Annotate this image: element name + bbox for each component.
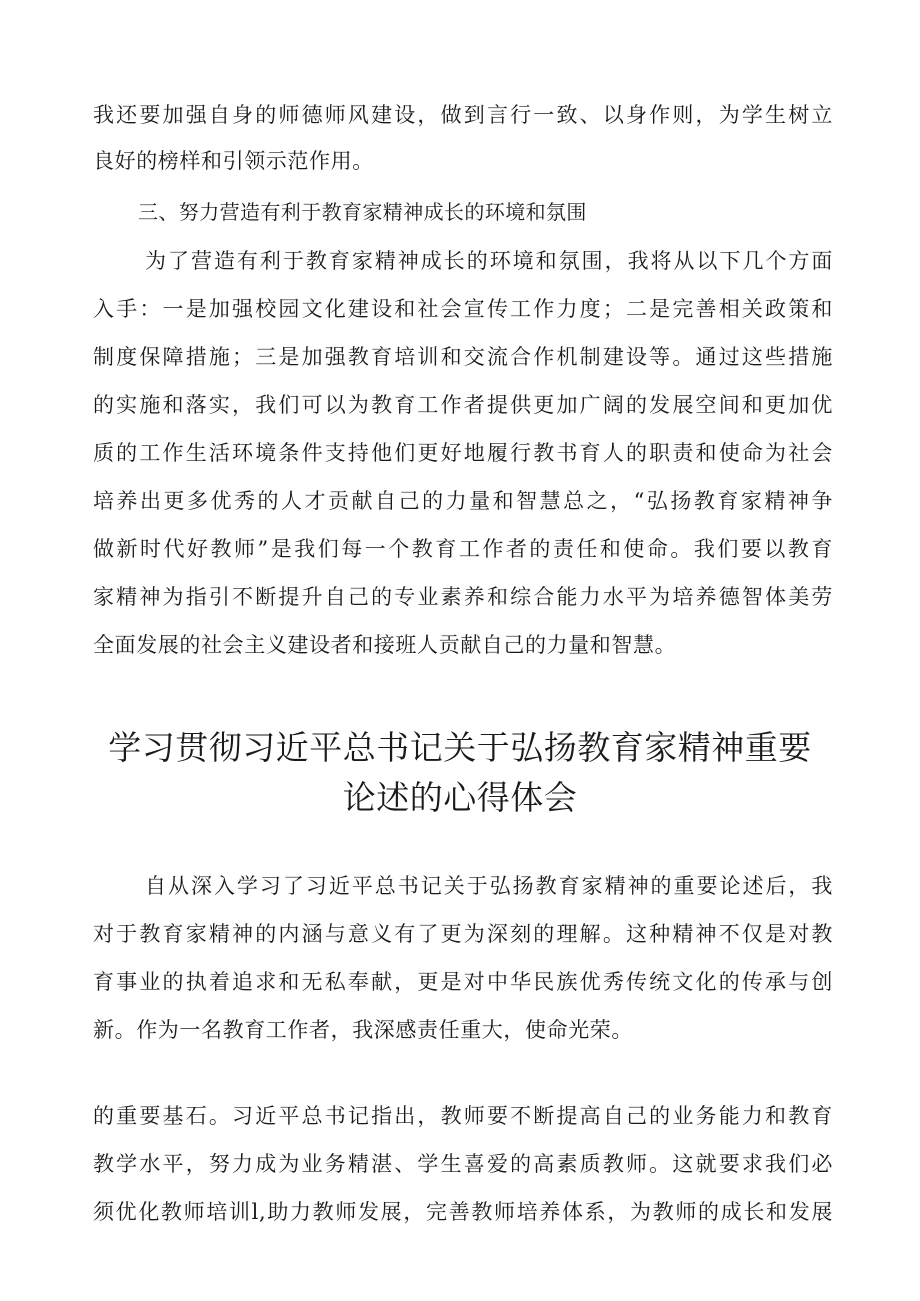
paragraph-line: 质的工作生活环境条件支持他们更好地履行教书育人的职责和使命为社会 <box>93 441 833 465</box>
section-heading: 三、努力营造有利于教育家精神成长的环境和氛围 <box>138 200 587 224</box>
paragraph-line: 全面发展的社会主义建设者和接班人贡献自己的力量和智慧。 <box>93 633 677 657</box>
paragraph-line: 的重要基石。习近平总书记指出，教师要不断提高自己的业务能力和教育 <box>93 1104 833 1128</box>
article-title-line-2: 论述的心得体会 <box>342 778 578 817</box>
paragraph-line: 为了营造有利于教育家精神成长的环境和氛围，我将从以下几个方面 <box>145 249 833 273</box>
paragraph-line: 对于教育家精神的内涵与意义有了更为深刻的理解。这种精神不仅是对教 <box>93 922 833 946</box>
paragraph-line: 自从深入学习了习近平总书记关于弘扬教育家精神的重要论述后，我 <box>145 874 833 898</box>
article-title-line-1: 学习贯彻习近平总书记关于弘扬教育家精神重要 <box>108 728 812 767</box>
paragraph-line: 入手：一是加强校园文化建设和社会宣传工作力度；二是完善相关政策和 <box>93 297 833 321</box>
paragraph-line: 新。作为一名教育工作者，我深感责任重大，使命光荣。 <box>93 1018 633 1042</box>
paragraph-line: 培养出更多优秀的人才贡献自己的力量和智慧总之，“弘扬教育家精神争 <box>93 489 833 513</box>
paragraph-line: 育事业的执着追求和无私奉献，更是对中华民族优秀传统文化的传承与创 <box>93 970 833 994</box>
paragraph-line: 教学水平，努力成为业务精湛、学生喜爱的高素质教师。这就要求我们必 <box>93 1152 833 1176</box>
paragraph-line: 制度保障措施；三是加强教育培训和交流合作机制建设等。通过这些措施 <box>93 345 833 369</box>
paragraph-line: 良好的榜样和引领示范作用。 <box>93 149 374 173</box>
paragraph-line: 家精神为指引不断提升自己的专业素养和综合能力水平为培养德智体美劳 <box>93 585 833 609</box>
paragraph-line: 须优化教师培训l,助力教师发展，完善教师培养体系，为教师的成长和发展 <box>93 1200 833 1224</box>
paragraph-line: 的实施和落实，我们可以为教育工作者提供更加广阔的发展空间和更加优 <box>93 393 833 417</box>
paragraph-line: 我还要加强自身的师德师风建设，做到言行一致、以身作则，为学生树立 <box>93 103 833 127</box>
paragraph-line: 做新时代好教师”是我们每一个教育工作者的责任和使命。我们要以教育 <box>93 537 833 561</box>
